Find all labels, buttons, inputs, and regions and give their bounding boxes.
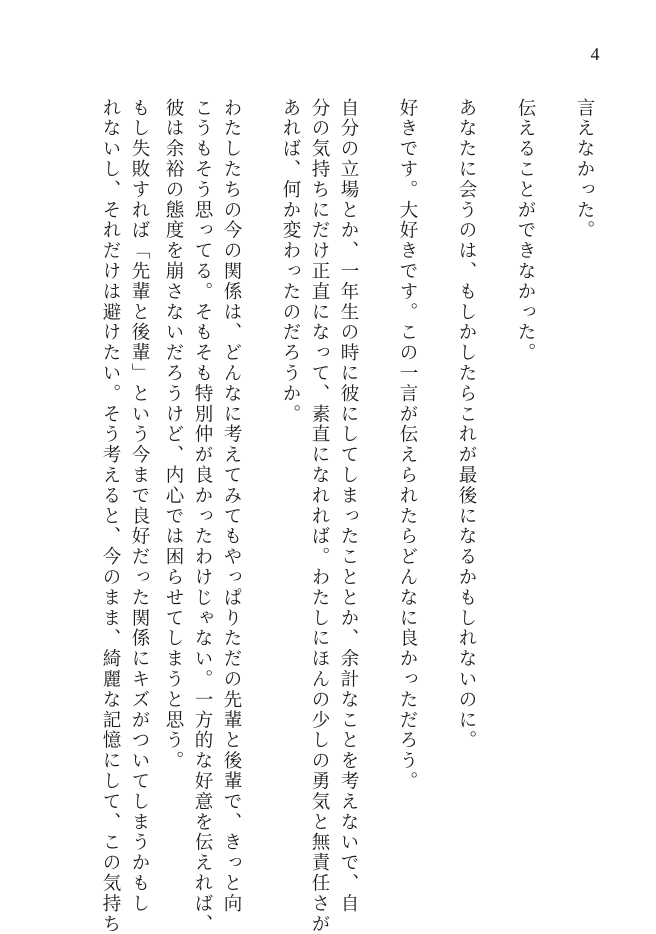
text-line-10: 彼は余裕の態度を崩さないだろうけど、内心では困らせてしまうと思う。 [163, 98, 184, 772]
text-line-12: れないし、それだけは避けたい。そう考えると、今のまま、綺麗な記憶にして、この気持ち [100, 98, 121, 934]
text-line-3: あなたに会うのは、もしかしたらこれが最後になるかもしれないのに。 [456, 98, 477, 751]
text-line-9: こうもそう思ってる。そもそも特別仲が良かったわけじゃない。一方的な好意を伝えれば、 [192, 98, 213, 934]
text-line-8: わたしたちの今の関係は、どんなに考えてみてもやっぱりただの先輩と後輩で、きっと向 [221, 98, 242, 914]
text-line-1: 言えなかった。 [574, 98, 595, 241]
text-line-7: あれば、何か変わったのだろうか。 [280, 98, 301, 425]
text-line-2: 伝えることができなかった。 [515, 98, 536, 364]
page-number: 4 [590, 44, 600, 64]
text-line-6: 分の気持ちにだけ正直になって、素直になれれば。わたしにほんの少しの勇気と無責任さが [309, 98, 330, 934]
text-line-11: もし失敗すれば「先輩と後輩」という今まで良好だった関係にキズがついてしまうかもし [129, 98, 150, 914]
text-line-5: 自分の立場とか、一年生の時に彼にしてしまったこととか、余計なことを考えないで、自 [338, 98, 359, 914]
text-line-4: 好きです。大好きです。この一言が伝えられたらどんなに良かっただろう。 [397, 98, 418, 792]
